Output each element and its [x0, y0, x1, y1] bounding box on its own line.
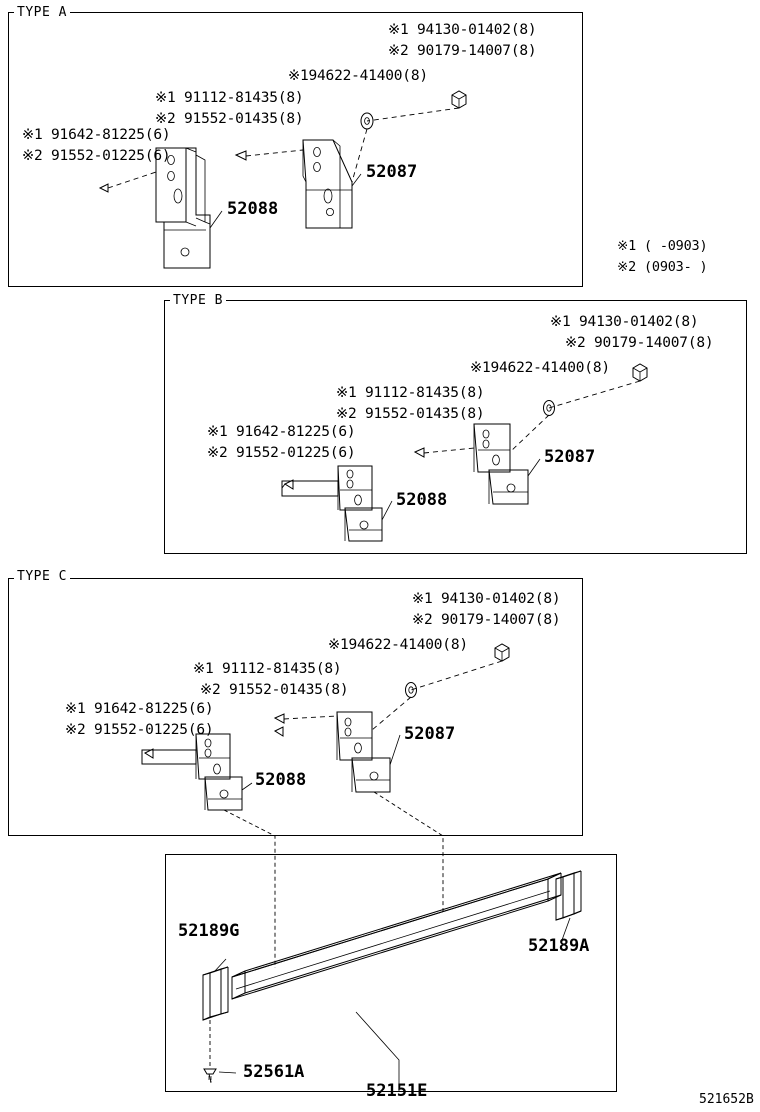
callout-91642-a: ※1 91642-81225(6) — [22, 127, 171, 143]
figure-code: 521652B — [699, 1092, 754, 1107]
panel-label-type-c: TYPE C — [14, 569, 70, 584]
footnote-2: ※2 (0903- ) — [617, 259, 708, 275]
part-52087-a: 52087 — [366, 162, 418, 182]
callout-91552-435-b: ※2 91552-01435(8) — [336, 406, 485, 422]
callout-94130-b: ※1 94130-01402(8) — [550, 314, 699, 330]
callout-91112-b: ※1 91112-81435(8) — [336, 385, 485, 401]
part-52189G: 52189G — [178, 921, 240, 941]
callout-94622-b: ※194622-41400(8) — [470, 360, 610, 376]
part-52151E: 52151E — [366, 1081, 428, 1101]
callout-94622-c: ※194622-41400(8) — [328, 637, 468, 653]
callout-91552-225-a: ※2 91552-01225(6) — [22, 148, 171, 164]
callout-91642-b: ※1 91642-81225(6) — [207, 424, 356, 440]
callout-94130-c: ※1 94130-01402(8) — [412, 591, 561, 607]
part-52088-a: 52088 — [227, 199, 279, 219]
callout-94622-a: ※194622-41400(8) — [288, 68, 428, 84]
part-52087-b: 52087 — [544, 447, 596, 467]
panel-bumper-assembly — [165, 854, 617, 1092]
callout-91552-435-c: ※2 91552-01435(8) — [200, 682, 349, 698]
part-52189A: 52189A — [528, 936, 590, 956]
callout-91642-c: ※1 91642-81225(6) — [65, 701, 214, 717]
callout-91112-c: ※1 91112-81435(8) — [193, 661, 342, 677]
callout-94130-a: ※1 94130-01402(8) — [388, 22, 537, 38]
part-52088-c: 52088 — [255, 770, 307, 790]
callout-91552-225-c: ※2 91552-01225(6) — [65, 722, 214, 738]
callout-90179-b: ※2 90179-14007(8) — [565, 335, 714, 351]
callout-91552-435-a: ※2 91552-01435(8) — [155, 111, 304, 127]
callout-90179-c: ※2 90179-14007(8) — [412, 612, 561, 628]
callout-91112-a: ※1 91112-81435(8) — [155, 90, 304, 106]
part-52561A: 52561A — [243, 1062, 305, 1082]
part-52087-c: 52087 — [404, 724, 456, 744]
panel-label-type-a: TYPE A — [14, 5, 70, 20]
footnote-1: ※1 ( -0903) — [617, 238, 708, 254]
callout-90179-a: ※2 90179-14007(8) — [388, 43, 537, 59]
panel-label-type-b: TYPE B — [170, 293, 226, 308]
callout-91552-225-b: ※2 91552-01225(6) — [207, 445, 356, 461]
part-52088-b: 52088 — [396, 490, 448, 510]
